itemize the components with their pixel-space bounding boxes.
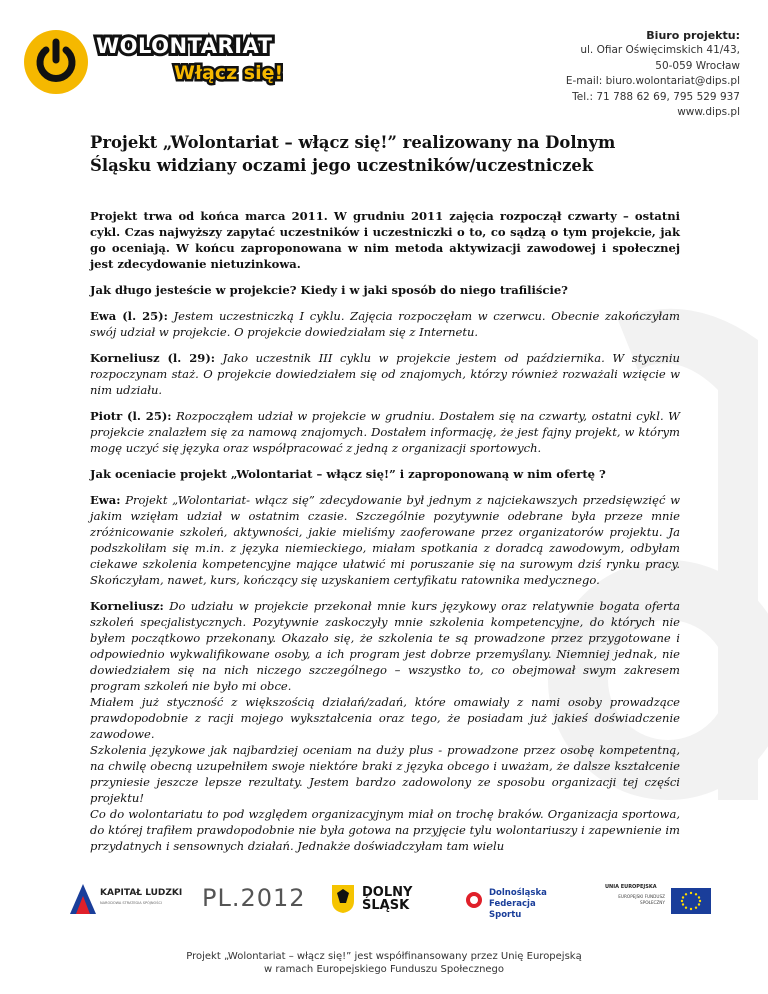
speaker-name: Ewa (l. 25): [90, 309, 168, 323]
speaker-name: Ewa: [90, 493, 121, 507]
answer-text: Do udziału w projekcie przekonał mnie kurs językowy oraz relatywnie bogata oferta szkoleń specjalistycznych. Pozytywnie zaskoczyły mnie szkolenia kompetencyjne, do których nie byłem początkowo przekonany. Okazało się, że szkolenia te są prowadzone przez przygotowane i odpowiednio wykwalifikowane osoby, a ich program jest dobrze przemyślany. Niemniej jednak, nie dowiedziałem się na nich niczego szczególnego – wszystko to, co obejmował swym zakresem program szkoleń nie było mi obce. [90, 599, 681, 693]
dolny-slask-text: DOLNY ŚLĄSK [362, 885, 413, 913]
speaker-name: Korneliusz (l. 29): [90, 351, 216, 365]
intro-paragraph: Projekt trwa od końca marca 2011. W grudniu 2011 zajęcia rozpoczął czwarty – ostatni cykl. Czas najwyższy zapytać uczestników i uczestniczki o to, co sądzą o tym projekcie, jak go oceniają. W końcu zaproponowana w nim metoda aktywizacji zawodowej i społecznej jest zdecydowanie nietuzinkowa. [90, 209, 680, 271]
eu-logo [605, 884, 725, 918]
office-phone: Tel.: 71 788 62 69, 795 529 937 [572, 90, 740, 103]
speaker-name: Korneliusz: [90, 599, 164, 613]
pl2012-logo: PL.2012 [202, 884, 306, 912]
answer-ewa-2 [90, 492, 680, 588]
dfs-logo [465, 882, 585, 918]
answer-piotr-1 [90, 408, 680, 456]
efs-text: EUROPEJSKI FUNDUSZ SPOŁECZNY [618, 894, 665, 905]
kapital-ludzki-logo [70, 884, 190, 914]
office-website: www.dips.pl [677, 106, 740, 119]
speaker-name: Piotr (l. 25): [90, 409, 172, 423]
document-body [90, 208, 680, 854]
sponsor-logos [60, 880, 720, 920]
answer-korneliusz-2 [90, 598, 680, 694]
funding-line-1: Projekt „Wolontariat – włącz się!” jest współfinansowany przez Unię Europejską [186, 951, 582, 962]
office-title: Biuro projektu: [646, 29, 740, 42]
document-title: Projekt „Wolontariat – włącz się!” realizowany na Dolnym Śląsku widziany oczami jego uczestników/uczestniczek [90, 133, 616, 175]
answer-text: Projekt „Wolontariat- włącz się” zdecydowanie był jednym z najciekawszych przedsięwzięć w jakim wzięłam udział w ostatnim czasie. Szczególnie pozytywnie odebrane była przeze mnie zróżnicowanie szkoleń, aktywności, jakie mieliśmy zaoferowane przez organizatorów projektu. Ja podszkoliłam się m.in. z języka niemieckiego, miałam spotkania z doradcą zawodowym, odbyłam ciekawe szkolenia kompetencyjne mające ułatwić mi poruszanie się na surowym dziś rynku pracy. Skończyłam, nawet, kurs, kończący się uzyskaniem certyfikatu ratownika medycznego. [90, 493, 680, 587]
kapital-ludzki-text: KAPITAŁ LUDZKI [100, 888, 183, 898]
answer-continuation [90, 694, 680, 742]
dfs-text: Dolnośląska Federacja Sportu [489, 888, 547, 920]
logo-word: WOLONTARIAT [96, 34, 273, 58]
answer-text: Jestem uczestniczką I cyklu. Zajęcia rozpoczęłam w czerwcu. Obecnie zakończyłam swój udział w projekcie. O projekcie dowiedziałam się z Internetu. [90, 309, 680, 339]
question-1: Jak długo jesteście w projekcie? Kiedy i w jaki sposób do niego trafiliście? [90, 283, 568, 297]
project-office-contact [566, 28, 740, 120]
answer-continuation [90, 742, 680, 806]
page-header [0, 0, 768, 125]
office-city: 50-059 Wrocław [655, 59, 740, 72]
office-email: E-mail: biuro.wolontariat@dips.pl [565, 75, 740, 88]
answer-text: Miałem już styczność z większością działań/zadań, które omawiały z nami osoby prowadzące prawdopodobnie z racji mojego wykształcenia oraz tego, że posiadam już jakieś doświadczenie zawodowe. [90, 695, 680, 741]
answer-continuation [90, 806, 680, 854]
wolontariat-logo [24, 30, 294, 102]
question-2: Jak oceniacie projekt „Wolontariat – włącz się!” i zaproponowaną w nim ofertę ? [90, 467, 606, 481]
dolny-slask-logo [332, 880, 442, 920]
nss-text: NARODOWA STRATEGIA SPÓJNOŚCI [100, 901, 162, 905]
funding-note [0, 950, 768, 976]
logo-subtitle: Włącz się! [174, 62, 284, 84]
eu-text: UNIA EUROPEJSKA [605, 884, 657, 890]
answer-text: Szkolenia językowe jak najbardziej oceniam na duży plus - prowadzone przez osobę kompetentną, na chwilę obecną uzupełniłem swoje niektóre braki z języka obcego i uważam, że dalsze kształcenie przyniesie jeszcze lepsze rezultaty. Jestem bardzo zadowolony ze sposobu organizacji tej części projektu! [90, 743, 680, 805]
office-address: ul. Ofiar Oświęcimskich 41/43, [580, 44, 740, 57]
answer-text: Jako uczestnik III cyklu w projekcie jestem od października. W styczniu rozpoczynam staż. O projekcie dowiedziałem się od znajomych, którzy również rozważali wzięcie w nim udziału. [90, 351, 680, 397]
answer-korneliusz-1 [90, 350, 680, 398]
funding-line-2: w ramach Europejskiego Funduszu Społecznego [263, 964, 505, 975]
answer-text: Co do wolontariatu to pod względem organizacyjnym miał on trochę braków. Organizacja sportowa, do której trafiłem prawdopodobnie nie była gotowa na przyjęcie tylu wolontariuszy i zapewnienie im przydatnych i sensownych działań. Jednakże doświadczyłam tam wielu [90, 807, 680, 853]
eu-flag-icon [671, 888, 711, 914]
power-icon [24, 30, 88, 94]
answer-text: Rozpocząłem udział w projekcie w grudniu. Dostałem się na czwarty, ostatni cykl. W projekcie znalazłem się za namową znajomych. Dostałem informację, że jest fajny projekt, w którym mogę uczyć się języka oraz współpracować z jedną z organizacji sportowych. [90, 409, 680, 455]
answer-ewa-1 [90, 308, 680, 340]
